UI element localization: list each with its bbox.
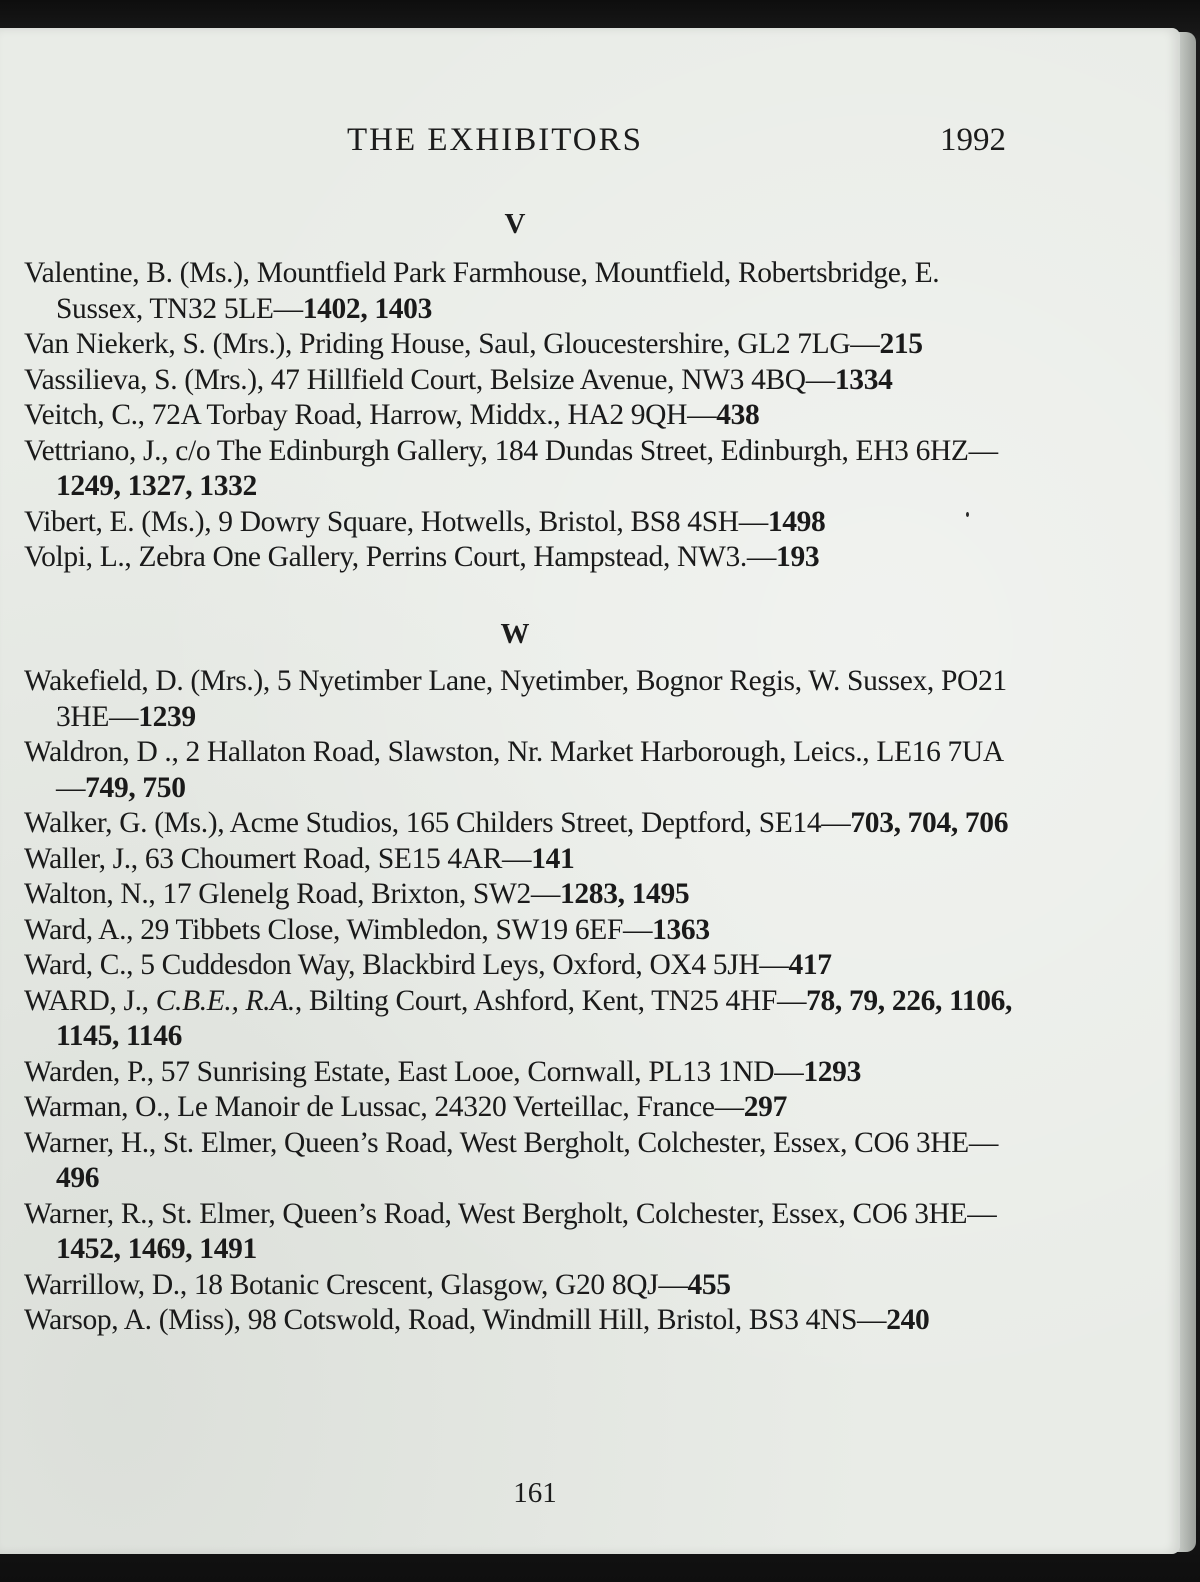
exhibitor-entry: Waller, J., 63 Choumert Road, SE15 4AR—141 — [24, 842, 575, 875]
exhibitor-entry: Veitch, C., 72A Torbay Road, Harrow, Middx., HA2 9QH—438 — [24, 399, 760, 431]
exhibitor-entry: Walton, N., 17 Glenelg Road, Brixton, SW2—1283, 1495 — [24, 878, 690, 910]
running-head — [0, 122, 1180, 166]
exhibitor-list-v — [24, 256, 1014, 576]
exhibitor-entry: Warner, H., St. Elmer, Queen’s Road, West Bergholt, Colchester, Essex, CO6 3HE—496 — [24, 1126, 998, 1194]
exhibitor-entry: Walker, G. (Ms.), Acme Studios, 165 Childers Street, Deptford, SE14—703, 704, 706 — [24, 807, 1009, 839]
page-title: THE EXHIBITORS — [347, 122, 643, 158]
exhibitor-entry: Valentine, B. (Ms.), Mountfield Park Farmhouse, Mountfield, Robertsbridge, E. Sussex, TN32 5LE—1402, 1403 — [24, 257, 940, 325]
exhibitor-entry: Warman, O., Le Manoir de Lussac, 24320 Verteillac, France—297 — [24, 1091, 787, 1123]
exhibitor-entry: Vassilieva, S. (Mrs.), 47 Hillfield Court, Belsize Avenue, NW3 4BQ—1334 — [24, 363, 893, 396]
exhibitor-entry: Waldron, D ., 2 Hallaton Road, Slawston, Nr. Market Harborough, Leics., LE16 7UA—749, 750 — [24, 736, 1004, 804]
book-page — [0, 28, 1180, 1554]
page-number: 161 — [513, 1477, 557, 1509]
page-year: 1992 — [940, 122, 1006, 158]
exhibitor-list-w — [24, 664, 1014, 1339]
exhibitor-entry: Volpi, L., Zebra One Gallery, Perrins Court, Hampstead, NW3.—193 — [24, 541, 820, 573]
exhibitor-entry: Vettriano, J., c/o The Edinburgh Gallery, 184 Dundas Street, Edinburgh, EH3 6HZ—1249, 1327, 1332 — [24, 434, 998, 502]
ink-speck — [966, 512, 969, 517]
exhibitor-entry: WARD, J., C.B.E., R.A., Bilting Court, Ashford, Kent, TN25 4HF—78, 79, 226, 1106, 1145, 1146 — [24, 984, 1013, 1052]
exhibitor-entry: Warsop, A. (Miss), 98 Cotswold, Road, Windmill Hill, Bristol, BS3 4NS—240 — [24, 1304, 930, 1336]
exhibitor-entry: Ward, A., 29 Tibbets Close, Wimbledon, SW19 6EF—1363 — [24, 913, 710, 946]
exhibitor-entry: Vibert, E. (Ms.), 9 Dowry Square, Hotwells, Bristol, BS8 4SH—1498 — [24, 505, 826, 538]
exhibitor-entry: Van Niekerk, S. (Mrs.), Priding House, Saul, Gloucestershire, GL2 7LG—215 — [24, 328, 923, 360]
exhibitor-entry: Warden, P., 57 Sunrising Estate, East Looe, Cornwall, PL13 1ND—1293 — [24, 1055, 861, 1088]
section-letter-v: V — [504, 208, 526, 240]
exhibitor-entry: Ward, C., 5 Cuddesdon Way, Blackbird Leys, Oxford, OX4 5JH—417 — [24, 949, 832, 981]
exhibitor-entry: Warner, R., St. Elmer, Queen’s Road, West Bergholt, Colchester, Essex, CO6 3HE—1452, 1469, 1491 — [24, 1197, 997, 1265]
exhibitor-entry: Wakefield, D. (Mrs.), 5 Nyetimber Lane, Nyetimber, Bognor Regis, W. Sussex, PO21 3HE—1239 — [24, 665, 1007, 733]
exhibitor-entry: Warrillow, D., 18 Botanic Crescent, Glasgow, G20 8QJ—455 — [24, 1268, 731, 1301]
section-letter-w: W — [500, 618, 530, 650]
